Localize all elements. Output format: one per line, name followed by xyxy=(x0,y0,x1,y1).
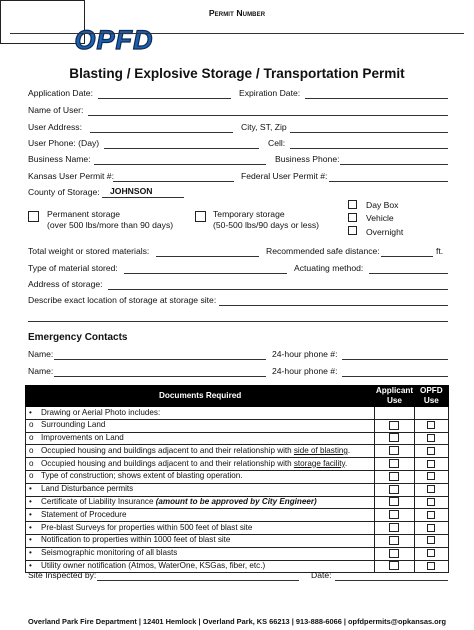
document-row xyxy=(26,522,449,535)
applicant-use-checkbox[interactable] xyxy=(389,433,399,442)
applicant-header-line1: Applicant xyxy=(375,386,414,395)
page-title: Blasting / Explosive Storage / Transportation Permit xyxy=(69,66,405,81)
document-item-text: Occupied housing and buildings adjacent to and their relationship with xyxy=(41,445,294,455)
day-box-checkbox[interactable] xyxy=(348,200,357,209)
applicant-use-checkbox[interactable] xyxy=(389,485,399,494)
federal-user-permit-label: Federal User Permit #: xyxy=(241,171,328,181)
applicant-use-cell xyxy=(375,432,414,445)
opfd-use-cell xyxy=(414,509,448,522)
overnight-label: Overnight xyxy=(366,227,404,237)
document-row xyxy=(26,547,449,560)
address-of-storage-label: Address of storage: xyxy=(28,279,103,289)
recommended-distance-field[interactable] xyxy=(381,256,433,257)
opfd-use-checkbox[interactable] xyxy=(427,524,435,532)
bullet: • xyxy=(29,561,32,571)
applicant-use-checkbox[interactable] xyxy=(389,536,399,545)
opfd-use-cell xyxy=(414,458,448,471)
application-date-label: Application Date: xyxy=(28,88,93,98)
name-of-user-label: Name of User: xyxy=(28,105,84,115)
temporary-storage-desc: (50-500 lbs/90 days or less) xyxy=(213,220,320,230)
city-st-zip-label: City, ST, Zip xyxy=(241,122,287,132)
document-item xyxy=(26,509,375,522)
applicant-use-checkbox[interactable] xyxy=(389,421,399,430)
sub-bullet: o xyxy=(29,420,34,430)
overnight-checkbox[interactable] xyxy=(348,226,357,235)
county-of-storage-field[interactable] xyxy=(102,197,184,198)
document-item-text: Surrounding Land xyxy=(41,420,106,430)
document-row xyxy=(26,407,449,420)
emergency-phone-2-field[interactable] xyxy=(342,376,448,377)
document-item-text: Drawing or Aerial Photo includes: xyxy=(41,407,161,417)
documents-table-body xyxy=(26,407,449,573)
cell-label: Cell: xyxy=(268,138,286,148)
emergency-phone-2-label: 24-hour phone #: xyxy=(272,366,338,376)
applicant-use-cell xyxy=(375,445,414,458)
permanent-storage-checkbox[interactable] xyxy=(28,211,39,222)
document-item-text: Type of construction; shows extent of blasting operation. xyxy=(41,471,243,481)
applicant-use-header xyxy=(375,386,414,407)
emergency-phone-1-field[interactable] xyxy=(342,359,448,360)
footer-contact-info: Overland Park Fire Department | 12401 Hemlock | Overland Park, KS 66213 | 913-888-6066 | opfdpermits@opkansas.org xyxy=(27,617,447,626)
document-item-text: Certificate of Liability Insurance xyxy=(41,497,156,507)
opfd-use-cell xyxy=(414,445,448,458)
logo-text: OPFD xyxy=(74,25,154,54)
bullet: • xyxy=(29,484,32,494)
emergency-contacts-heading: Emergency Contacts xyxy=(28,332,128,343)
opfd-use-cell xyxy=(414,534,448,547)
temporary-storage-label: Temporary storage xyxy=(213,209,285,219)
emergency-name-1-field[interactable] xyxy=(54,359,266,360)
applicant-use-checkbox[interactable] xyxy=(389,523,399,532)
applicant-use-checkbox[interactable] xyxy=(389,549,399,558)
bullet: • xyxy=(29,522,32,532)
document-item xyxy=(26,547,375,560)
bullet: • xyxy=(29,509,32,519)
user-address-label: User Address: xyxy=(28,122,82,132)
document-item xyxy=(26,419,375,432)
document-item xyxy=(26,483,375,496)
applicant-use-cell xyxy=(375,522,414,535)
county-of-storage-value: JOHNSON xyxy=(110,186,153,196)
kansas-user-permit-label: Kansas User Permit #: xyxy=(28,171,114,181)
applicant-use-cell xyxy=(375,458,414,471)
vehicle-label: Vehicle xyxy=(366,213,394,223)
sub-bullet: o xyxy=(29,458,34,468)
permanent-storage-desc: (over 500 lbs/more than 90 days) xyxy=(47,220,174,230)
document-item xyxy=(26,522,375,535)
document-item-underlined: side of blasting xyxy=(293,445,348,455)
document-row xyxy=(26,509,449,522)
inspection-date-label: Date: xyxy=(311,570,332,580)
document-item-tail: . xyxy=(345,458,348,468)
temporary-storage-checkbox[interactable] xyxy=(195,211,206,222)
applicant-use-cell xyxy=(375,483,414,496)
actuating-method-field[interactable] xyxy=(369,273,448,274)
applicant-use-checkbox[interactable] xyxy=(389,459,399,468)
document-item-text: Statement of Procedure xyxy=(41,509,127,519)
document-item-text: Notification to properties within 1000 feet of blast site xyxy=(41,535,231,545)
documents-header-row xyxy=(26,386,449,407)
business-phone-field[interactable] xyxy=(340,164,448,165)
applicant-use-checkbox[interactable] xyxy=(389,472,399,481)
describe-location-label: Describe exact location of storage at storage site: xyxy=(28,295,217,305)
address-of-storage-field[interactable] xyxy=(108,289,448,290)
opfd-use-checkbox[interactable] xyxy=(427,511,435,519)
opfd-use-cell xyxy=(414,522,448,535)
emergency-name-1-label: Name: xyxy=(28,349,54,359)
applicant-use-cell xyxy=(375,470,414,483)
document-row xyxy=(26,419,449,432)
applicant-use-cell xyxy=(375,496,414,509)
actuating-method-label: Actuating method: xyxy=(294,263,364,273)
document-item-note: (amount to be approved by City Engineer) xyxy=(155,497,317,507)
permit-number-label: Permit Number xyxy=(208,8,266,18)
opfd-use-checkbox[interactable] xyxy=(427,498,435,506)
opfd-use-checkbox[interactable] xyxy=(427,536,435,544)
document-item xyxy=(26,458,375,471)
business-name-label: Business Name: xyxy=(28,154,91,164)
documents-required-header: Documents Required xyxy=(26,386,375,407)
opfd-header-line2: Use xyxy=(423,396,439,405)
opfd-use-checkbox[interactable] xyxy=(427,549,435,557)
document-item-text: Occupied housing and buildings adjacent to and their relationship with xyxy=(41,458,294,468)
emergency-name-2-field[interactable] xyxy=(54,376,266,377)
inspection-date-field[interactable] xyxy=(335,580,448,581)
expiration-date-label: Expiration Date: xyxy=(239,88,301,98)
expiration-date-field[interactable] xyxy=(305,98,448,99)
opfd-use-cell xyxy=(414,419,448,432)
document-row xyxy=(26,432,449,445)
describe-location-field-2[interactable] xyxy=(28,321,448,322)
opfd-use-cell xyxy=(414,547,448,560)
document-row xyxy=(26,458,449,471)
business-name-field[interactable] xyxy=(94,164,266,165)
opfd-use-cell xyxy=(414,483,448,496)
user-address-field[interactable] xyxy=(90,132,233,133)
document-item xyxy=(26,445,375,458)
document-item xyxy=(26,470,375,483)
site-inspected-by-label: Site Inspected by: xyxy=(28,570,97,580)
opfd-use-cell xyxy=(414,407,448,420)
site-inspected-by-field[interactable] xyxy=(97,580,299,581)
document-item-text: Pre-blast Surveys for properties within 500 feet of blast site xyxy=(41,522,253,532)
document-item xyxy=(26,407,375,420)
document-item xyxy=(26,432,375,445)
opfd-use-checkbox[interactable] xyxy=(427,421,435,429)
applicant-use-cell xyxy=(375,534,414,547)
opfd-logo xyxy=(52,25,176,54)
sub-bullet: o xyxy=(29,471,34,481)
documents-required-table xyxy=(25,385,449,573)
sub-bullet: o xyxy=(29,445,34,455)
type-of-material-field[interactable] xyxy=(124,273,287,274)
applicant-use-checkbox[interactable] xyxy=(389,561,399,570)
vehicle-checkbox[interactable] xyxy=(348,213,357,222)
bullet: • xyxy=(29,407,32,417)
opfd-use-checkbox[interactable] xyxy=(427,472,435,480)
county-of-storage-label: County of Storage: xyxy=(28,187,100,197)
opfd-use-cell xyxy=(414,470,448,483)
cell-field[interactable] xyxy=(290,148,448,149)
kansas-user-permit-field[interactable] xyxy=(113,181,234,182)
opfd-use-checkbox[interactable] xyxy=(427,485,435,493)
business-phone-label: Business Phone: xyxy=(275,154,340,164)
applicant-use-cell xyxy=(375,419,414,432)
document-item-tail: . xyxy=(347,445,351,455)
user-phone-day-field[interactable] xyxy=(104,148,259,149)
opfd-use-cell xyxy=(414,432,448,445)
document-item-text: Improvements on Land xyxy=(41,433,124,443)
city-st-zip-field[interactable] xyxy=(290,132,448,133)
recommended-distance-label: Recommended safe distance: xyxy=(266,246,380,256)
applicant-use-checkbox[interactable] xyxy=(389,497,399,506)
application-date-field[interactable] xyxy=(98,98,231,99)
document-item xyxy=(26,534,375,547)
opfd-use-checkbox[interactable] xyxy=(427,447,435,455)
emergency-name-2-label: Name: xyxy=(28,366,54,376)
user-phone-day-label: User Phone: (Day) xyxy=(28,138,100,148)
applicant-use-cell xyxy=(375,560,414,573)
applicant-header-line2: Use xyxy=(386,396,402,405)
emergency-phone-1-label: 24-hour phone #: xyxy=(272,349,338,359)
applicant-use-checkbox[interactable] xyxy=(389,446,399,455)
bullet: • xyxy=(29,548,32,558)
applicant-use-cell xyxy=(375,509,414,522)
type-of-material-label: Type of material stored: xyxy=(28,263,118,273)
total-weight-field[interactable] xyxy=(156,256,259,257)
bullet: • xyxy=(29,535,32,545)
document-row xyxy=(26,496,449,509)
permanent-storage-label: Permanent storage xyxy=(47,209,121,219)
opfd-use-header xyxy=(414,386,448,407)
opfd-use-checkbox[interactable] xyxy=(427,434,435,442)
opfd-header-line1: OPFD xyxy=(419,386,443,395)
opfd-use-checkbox[interactable] xyxy=(427,460,435,468)
day-box-label: Day Box xyxy=(366,200,399,210)
opfd-use-cell xyxy=(414,496,448,509)
describe-location-field[interactable] xyxy=(219,305,448,306)
document-item xyxy=(26,496,375,509)
sub-bullet: o xyxy=(29,433,34,443)
document-row xyxy=(26,534,449,547)
federal-user-permit-field[interactable] xyxy=(329,181,448,182)
document-row xyxy=(26,483,449,496)
applicant-use-checkbox[interactable] xyxy=(389,510,399,519)
document-row xyxy=(26,470,449,483)
permit-number-field[interactable] xyxy=(10,33,464,34)
name-of-user-field[interactable] xyxy=(88,115,448,116)
applicant-use-cell xyxy=(375,547,414,560)
opfd-use-cell xyxy=(414,560,448,573)
ft-label: ft. xyxy=(436,246,444,256)
bullet: • xyxy=(29,497,32,507)
opfd-use-checkbox[interactable] xyxy=(427,562,435,570)
total-weight-label: Total weight or stored materials: xyxy=(28,246,150,256)
document-row xyxy=(26,445,449,458)
document-item-text: Seismographic monitoring of all blasts xyxy=(41,548,178,558)
document-item-underlined: storage facility xyxy=(293,458,346,468)
applicant-use-cell xyxy=(375,407,414,420)
document-item-text: Utility owner notification (Atmos, WaterOne, KSGas, fiber, etc.) xyxy=(41,561,266,571)
document-item-text: Land Disturbance permits xyxy=(41,484,134,494)
